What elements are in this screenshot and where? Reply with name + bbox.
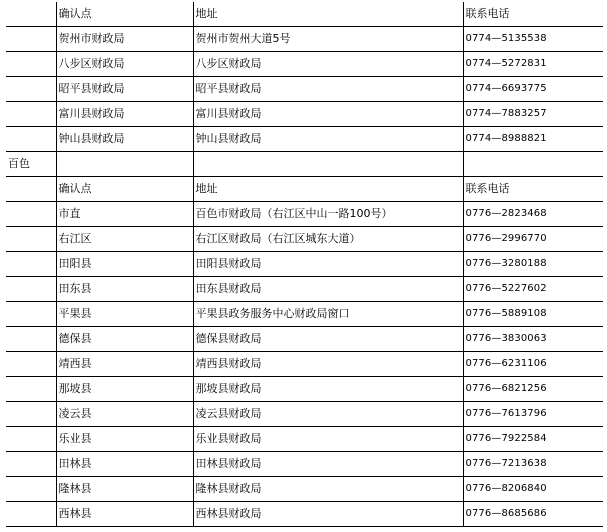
point-cell: 德保县 [56, 327, 193, 352]
address-cell: 贺州市贺州大道5号 [193, 27, 463, 52]
phone-cell: 0776—6821256 [463, 377, 603, 402]
phone-cell: 0776—5227602 [463, 277, 603, 302]
phone-cell: 0776—2823468 [463, 202, 603, 227]
point-cell: 钟山县财政局 [56, 127, 193, 152]
region-cell [6, 327, 56, 352]
point-cell: 那坡县 [56, 377, 193, 402]
point-cell: 田东县 [56, 277, 193, 302]
address-cell: 西林县财政局 [193, 502, 463, 527]
point-cell: 乐业县 [56, 427, 193, 452]
phone-cell: 0776—3830063 [463, 327, 603, 352]
address-cell: 昭平县财政局 [193, 77, 463, 102]
phone-cell: 0776—3280188 [463, 252, 603, 277]
region-cell [463, 152, 603, 177]
region-cell [6, 352, 56, 377]
header-address: 地址 [193, 2, 463, 27]
table-row [6, 477, 603, 502]
address-cell: 百色市财政局（右江区中山一路100号） [193, 202, 463, 227]
table-row [6, 252, 603, 277]
table-row [6, 127, 603, 152]
address-cell: 德保县财政局 [193, 327, 463, 352]
header-phone: 联系电话 [463, 2, 603, 27]
table-row [6, 327, 603, 352]
address-cell: 靖西县财政局 [193, 352, 463, 377]
region-cell [193, 152, 463, 177]
point-cell: 田林县 [56, 452, 193, 477]
region-cell [6, 102, 56, 127]
table-row [6, 102, 603, 127]
point-cell: 平果县 [56, 302, 193, 327]
phone-cell: 0776—8685686 [463, 502, 603, 527]
point-cell: 八步区财政局 [56, 52, 193, 77]
address-cell: 隆林县财政局 [193, 477, 463, 502]
header-address: 地址 [193, 177, 463, 202]
point-cell: 田阳县 [56, 252, 193, 277]
address-cell: 田阳县财政局 [193, 252, 463, 277]
region-row [6, 152, 603, 177]
point-cell: 昭平县财政局 [56, 77, 193, 102]
point-cell: 贺州市财政局 [56, 27, 193, 52]
region-cell [56, 152, 193, 177]
point-cell: 右江区 [56, 227, 193, 252]
point-cell: 隆林县 [56, 477, 193, 502]
address-cell: 右江区财政局（右江区城东大道） [193, 227, 463, 252]
region-cell [6, 227, 56, 252]
region-cell [6, 52, 56, 77]
region-cell [6, 252, 56, 277]
address-cell: 乐业县财政局 [193, 427, 463, 452]
address-cell: 田东县财政局 [193, 277, 463, 302]
table-row [6, 77, 603, 102]
table-row [6, 402, 603, 427]
phone-cell: 0776—2996770 [463, 227, 603, 252]
address-cell: 钟山县财政局 [193, 127, 463, 152]
phone-cell: 0776—5889108 [463, 302, 603, 327]
address-cell: 八步区财政局 [193, 52, 463, 77]
phone-cell: 0774—5135538 [463, 27, 603, 52]
region-cell [6, 77, 56, 102]
phone-cell: 0776—7613796 [463, 402, 603, 427]
table-row [6, 427, 603, 452]
confirmation-points-table [6, 2, 603, 527]
phone-cell: 0774—7883257 [463, 102, 603, 127]
table-row [6, 377, 603, 402]
table-header-row [6, 177, 603, 202]
phone-cell: 0776—8206840 [463, 477, 603, 502]
phone-cell: 0776—7922584 [463, 427, 603, 452]
table-row [6, 502, 603, 527]
region-label: 百色 [6, 152, 56, 177]
region-cell [6, 427, 56, 452]
region-cell [6, 127, 56, 152]
table-row [6, 52, 603, 77]
point-cell: 富川县财政局 [56, 102, 193, 127]
address-cell: 平果县政务服务中心财政局窗口 [193, 302, 463, 327]
point-cell: 西林县 [56, 502, 193, 527]
table-header-row [6, 2, 603, 27]
region-cell [6, 402, 56, 427]
address-cell: 田林县财政局 [193, 452, 463, 477]
header-point: 确认点 [56, 177, 193, 202]
table-row [6, 27, 603, 52]
table-row [6, 352, 603, 377]
table-row [6, 202, 603, 227]
region-cell [6, 377, 56, 402]
phone-cell: 0776—6231106 [463, 352, 603, 377]
table-row [6, 227, 603, 252]
phone-cell: 0774—6693775 [463, 77, 603, 102]
point-cell: 靖西县 [56, 352, 193, 377]
region-cell [6, 452, 56, 477]
phone-cell: 0774—5272831 [463, 52, 603, 77]
address-cell: 那坡县财政局 [193, 377, 463, 402]
region-cell [6, 177, 56, 202]
phone-cell: 0776—7213638 [463, 452, 603, 477]
address-cell: 富川县财政局 [193, 102, 463, 127]
point-cell: 市直 [56, 202, 193, 227]
region-cell [6, 277, 56, 302]
point-cell: 凌云县 [56, 402, 193, 427]
phone-cell: 0774—8988821 [463, 127, 603, 152]
header-phone: 联系电话 [463, 177, 603, 202]
region-cell [6, 202, 56, 227]
region-cell [6, 302, 56, 327]
address-cell: 凌云县财政局 [193, 402, 463, 427]
region-cell [6, 477, 56, 502]
region-cell [6, 27, 56, 52]
table-row [6, 277, 603, 302]
table-row [6, 452, 603, 477]
header-point: 确认点 [56, 2, 193, 27]
table-row [6, 302, 603, 327]
region-cell [6, 502, 56, 527]
region-cell [6, 2, 56, 27]
